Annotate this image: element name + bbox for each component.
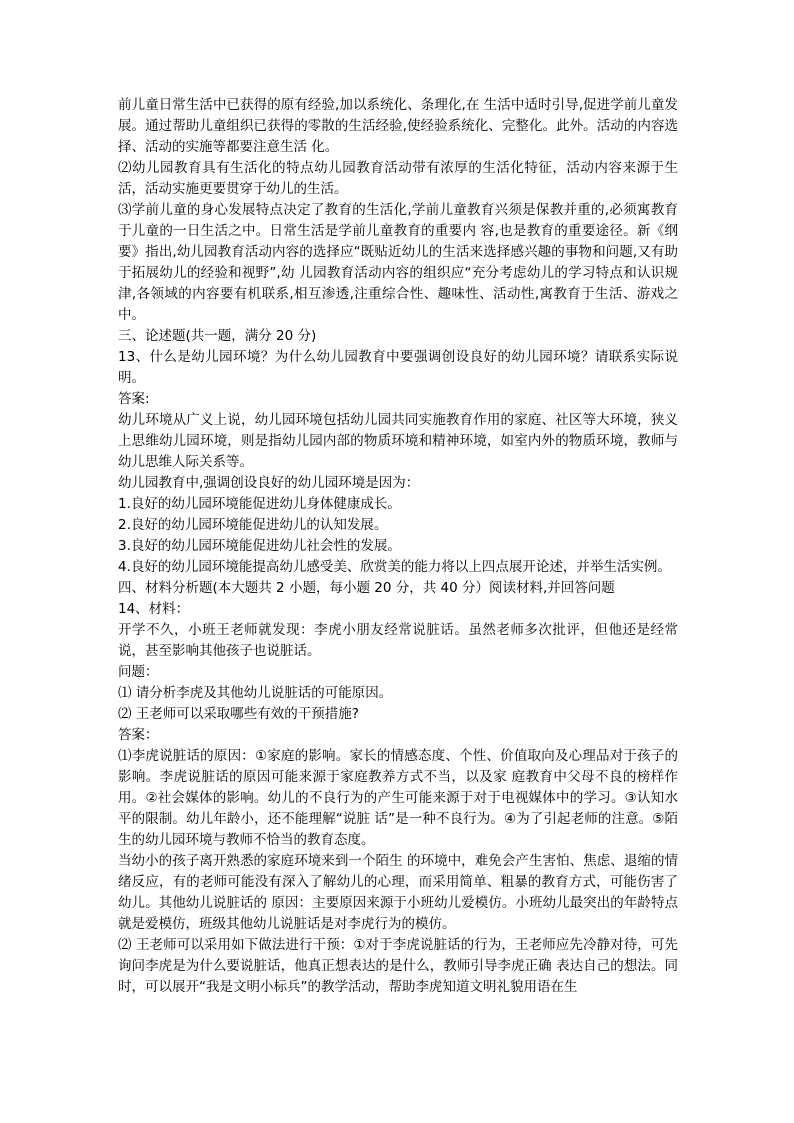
question-14-label: 14、材料： xyxy=(118,601,190,617)
answer-13-definition: 幼儿环境从广义上说，幼儿园环境包括幼儿园共同实施教育作用的家庭、社区等大环境，狭义上思维幼儿园环境，则是指幼儿园内部的物质环境和精神环境，如室内外的物质环境，教师与幼儿思维人际关系等。 xyxy=(118,412,678,470)
question-14-problem-2: ⑵ 王老师可以采取哪些有效的干预措施? xyxy=(118,706,359,722)
answer-13-item-4: 4.良好的幼儿园环境能提高幼儿感受美、欣赏美的能力将以上四点展开论述，并举生活实例。 xyxy=(118,559,671,575)
paragraph-point-3: ⑶学前儿童的身心发展特点决定了教育的生活化,学前儿童教育兴须是保教并重的,必须寓教育于儿童的一日生活之中。日常生活是学前儿童教育的重要内 容,也是教育的重要途径。新《纲要》指出,幼儿园教育活动内容的选择应“既贴近幼儿的生活来选择感兴趣的事物和问题,又有助于拓展幼儿的经验和视野”,幼 儿园教育活动内容的组织应“充分考虑幼儿的学习特点和认识规津,各领域的内容要有机联系,相互渗透,注重综合性、趣味性、活动性,寓教育于生活、游戏之 中。 xyxy=(118,202,678,323)
answer-13-item-2: 2.良好的幼儿园环境能促进幼儿的认知发展。 xyxy=(118,517,388,533)
answer-13-item-1: 1.良好的幼儿园环境能促进幼儿身体健康成长。 xyxy=(118,496,401,512)
answer-13-reason-intro: 幼儿园教育中,强调创设良好的幼儿园环境是因为： xyxy=(118,475,420,491)
section-heading-material: 四、材料分析题(本大题共 2 小题，每小题 20 分，共 40 分）阅读材料,并回答问题 xyxy=(118,580,615,596)
paragraph-life-experience: 前儿童日常生活中已获得的原有经验,加以系统化、条理化,在 生活中适时引导,促进学前儿童发展。通过帮助儿童组织已获得的零散的生活经验,使经验系统化、完整化。此外。活动的内容选择、活动的实施等都要注意生活 化。 xyxy=(118,97,678,155)
answer-14-intervention: ⑵ 王老师可以采用如下做法进行干预：①对于李虎说脏话的行为，王老师应先冷静对待，可先询问李虎是为什么要说脏话，他真正想表达的是什么，教师引导李虎正确 表达自己的想法。同时，可以展开“我是文明小标兵”的教学活动，帮助李虎知道文明礼貌用语在生 xyxy=(118,937,678,995)
answer-label-13: 答案: xyxy=(118,391,150,407)
question-14-material: 开学不久，小班王老师就发现：李虎小朋友经常说脏话。虽然老师多次批评，但他还是经常说，甚至影响其他孩子也说脏话。 xyxy=(118,622,678,659)
question-14-problem-label: 问题： xyxy=(118,664,159,680)
document-page xyxy=(118,95,678,998)
answer-14-causes: ⑴李虎说脏话的原因：①家庭的影响。家长的情感态度、个性、价值取向及心理品对于孩子的影响。李虎说脏话的原因可能来源于家庭教养方式不当，以及家 庭教育中父母不良的榜样作用。②社会媒体的影响。幼儿的不良行为的产生可能来源于对于电视媒体中的学习。③认知水平的限制。幼儿年龄小，还不能理解“说脏 话”是一种不良行为。④为了引起老师的注意。⑤陌生的幼儿园环境与教师不恰当的教育态度。 xyxy=(118,748,678,848)
question-13: 13、什么是幼儿园环境？为什么幼儿园教育中要强调创设良好的幼儿园环境？请联系实际说明。 xyxy=(118,349,678,386)
section-heading-essay: 三、论述题(共一题，满分 20 分) xyxy=(118,328,317,344)
answer-13-item-3: 3.良好的幼儿园环境能促进幼儿社会性的发展。 xyxy=(118,538,401,554)
paragraph-point-2: ⑵幼儿园教育具有生活化的特点幼儿园教育活动带有浓厚的生活化特征，活动内容来源于生活，活动实施更要贯穿于幼儿的生活。 xyxy=(118,160,678,197)
question-14-problem-1: ⑴ 请分析李虎及其他幼儿说脏话的可能原因。 xyxy=(118,685,393,701)
answer-14-environment: 当幼小的孩子离开熟悉的家庭环境来到一个陌生 的环境中，难免会产生害怕、焦虑、退缩的情绪反应，有的老师可能没有深入了解幼儿的心理，而采用简单、粗暴的教育方式，可能伤害了幼儿。其他幼儿说脏话的 原因：主要原因来源于小班幼儿爱模仿。小班幼儿最突出的年龄特点就是爱模仿，班级其他幼儿说脏话是对李虎行为的模仿。 xyxy=(118,853,678,932)
answer-label-14: 答案： xyxy=(118,727,159,743)
